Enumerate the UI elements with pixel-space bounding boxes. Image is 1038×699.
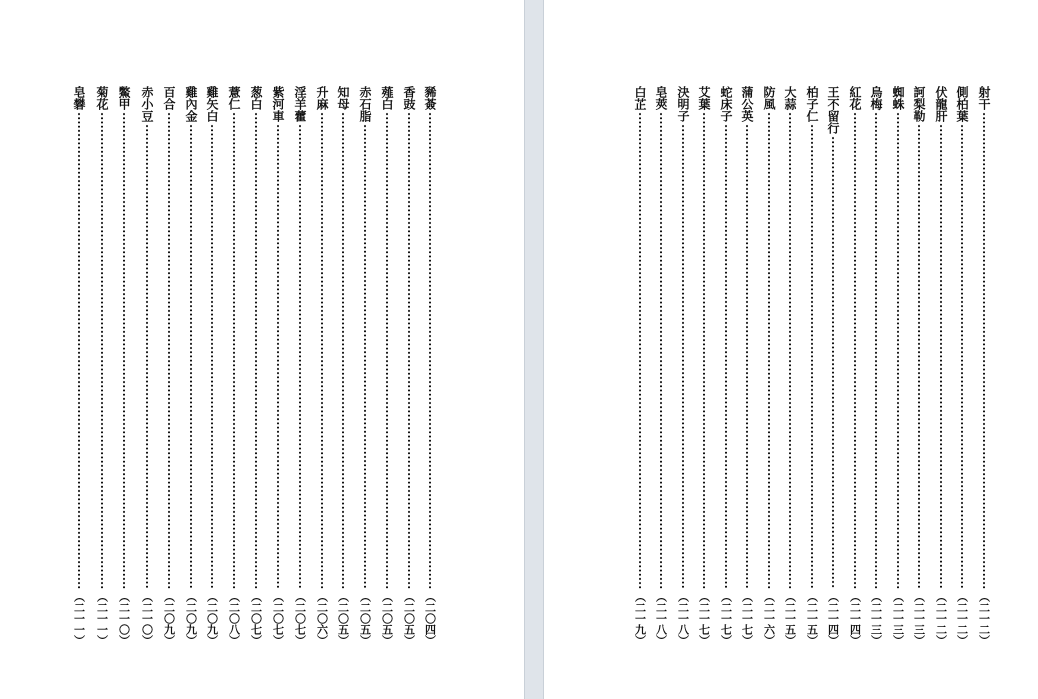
toc-entry [356,86,374,646]
entry-name: 赤石脂 [358,86,372,122]
entry-page-number: （二一三） [891,591,905,646]
entry-name: 雞內金 [184,86,198,122]
entry-page-number: （二一八） [676,591,690,646]
entry-name: 艾葉 [697,86,711,110]
toc-entry [138,86,156,646]
entry-name: 薤白 [380,86,394,110]
toc-entry [803,86,821,646]
leader-dots [429,112,431,589]
entry-page-number: （二〇九） [205,591,219,646]
toc-entry [247,86,265,646]
leader-dots [408,112,410,589]
leader-dots [321,112,323,589]
toc-entry [695,86,713,646]
entry-name: 鱉甲 [117,86,131,110]
toc-entry [652,86,670,646]
entry-page-number: （二〇九） [162,591,176,646]
entry-name: 百合 [162,86,176,110]
toc-entry [738,86,756,646]
leader-dots [255,112,257,589]
toc-entry [824,86,842,646]
entry-name: 升麻 [315,86,329,110]
entry-name: 射干 [977,86,991,110]
toc-entry [313,86,331,646]
entry-name: 防風 [762,86,776,110]
leader-dots [78,112,80,589]
entry-page-number: （二一一） [72,591,86,646]
toc-entry [932,86,950,646]
entry-name: 側柏葉 [955,86,969,122]
entry-page-number: （二一五） [783,591,797,646]
leader-dots [875,112,877,589]
entry-page-number: （二〇六） [315,591,329,646]
entry-name: 豨薟 [423,86,437,110]
toc-entry [760,86,778,646]
entry-name: 菊花 [95,86,109,110]
page-gutter [524,0,544,699]
entry-page-number: （二〇八） [227,591,241,646]
leader-dots [832,136,834,589]
toc-entry [225,86,243,646]
entry-page-number: （二一九） [633,591,647,646]
entry-name: 蛇床子 [719,86,733,122]
toc-entry [975,86,993,646]
entry-name: 蒲公英 [740,86,754,122]
leader-dots [123,112,125,589]
entry-page-number: （二一七） [697,591,711,646]
leader-dots [146,124,148,589]
entry-page-number: （二〇九） [184,591,198,646]
toc-entry [674,86,692,646]
toc-entry [400,86,418,646]
leader-dots [190,124,192,589]
entry-name: 薏仁 [227,86,241,110]
entry-page-number: （二一七） [740,591,754,646]
leader-dots [168,112,170,589]
leader-dots [811,124,813,589]
toc-entry [291,86,309,646]
leader-dots [211,124,213,589]
entry-page-number: （二一一） [95,591,109,646]
entry-page-number: （二〇五） [358,591,372,646]
entry-page-number: （二一五） [805,591,819,646]
entry-page-number: （二一八） [654,591,668,646]
leader-dots [789,112,791,589]
entry-page-number: （二〇七） [271,591,285,646]
leader-dots [703,112,705,589]
entry-name: 淫羊藿 [293,86,307,122]
entry-page-number: （二〇五） [402,591,416,646]
toc-entry [269,86,287,646]
entry-name: 伏龍肝 [934,86,948,122]
entry-name: 訶梨勒 [912,86,926,122]
entry-name: 香豉 [402,86,416,110]
leader-dots [768,112,770,589]
entry-page-number: （二一四） [848,591,862,646]
leader-dots [660,112,662,589]
toc-entry [421,86,439,646]
entry-name: 雞矢白 [205,86,219,122]
leader-dots [364,124,366,589]
toc-entry [93,86,111,646]
leader-dots [746,124,748,589]
right-page [544,0,1038,699]
toc-entry [910,86,928,646]
leader-dots [233,112,235,589]
leader-dots [639,112,641,589]
leader-dots [940,124,942,589]
entry-name: 蜘蛛 [891,86,905,110]
entry-page-number: （二一〇） [140,591,154,646]
toc-entry [631,86,649,646]
toc-entry [867,86,885,646]
entry-page-number: （二〇五） [336,591,350,646]
entry-page-number: （二一二） [934,591,948,646]
leader-dots [386,112,388,589]
entry-name: 柏子仁 [805,86,819,122]
leader-dots [897,112,899,589]
entry-page-number: （二一〇） [117,591,131,646]
toc-entry [160,86,178,646]
leader-dots [961,124,963,589]
entry-page-number: （二一二） [977,591,991,646]
entry-page-number: （二一四） [826,591,840,646]
toc-entry [717,86,735,646]
entry-page-number: （二〇七） [293,591,307,646]
entry-page-number: （二一三） [869,591,883,646]
entry-name: 決明子 [676,86,690,122]
leader-dots [854,112,856,589]
toc-entry [115,86,133,646]
leader-dots [918,124,920,589]
leader-dots [299,124,301,589]
entry-name: 紅花 [848,86,862,110]
entry-name: 烏梅 [869,86,883,110]
entry-name: 皂莢 [654,86,668,110]
entry-page-number: （二〇七） [249,591,263,646]
toc-entry [203,86,221,646]
entry-page-number: （二〇五） [380,591,394,646]
entry-page-number: （二一七） [719,591,733,646]
entry-page-number: （二一六） [762,591,776,646]
entry-name: 王不留行 [826,86,840,134]
leader-dots [342,112,344,589]
toc-entry [334,86,352,646]
entry-name: 葱白 [249,86,263,110]
leader-dots [725,124,727,589]
toc-entry [70,86,88,646]
toc-entry [378,86,396,646]
toc-entry [846,86,864,646]
toc-entry [889,86,907,646]
toc-entry [781,86,799,646]
entry-page-number: （二〇四） [423,591,437,646]
leader-dots [277,124,279,589]
leader-dots [983,112,985,589]
toc-entry [953,86,971,646]
entry-name: 白芷 [633,86,647,110]
entry-page-number: （二一三） [912,591,926,646]
entry-name: 知母 [336,86,350,110]
entry-page-number: （二一二） [955,591,969,646]
leader-dots [101,112,103,589]
toc-entry [182,86,200,646]
leader-dots [682,124,684,589]
entry-name: 大蒜 [783,86,797,110]
entry-name: 皂礬 [72,86,86,110]
entry-name: 赤小豆 [140,86,154,122]
entry-name: 紫河車 [271,86,285,122]
